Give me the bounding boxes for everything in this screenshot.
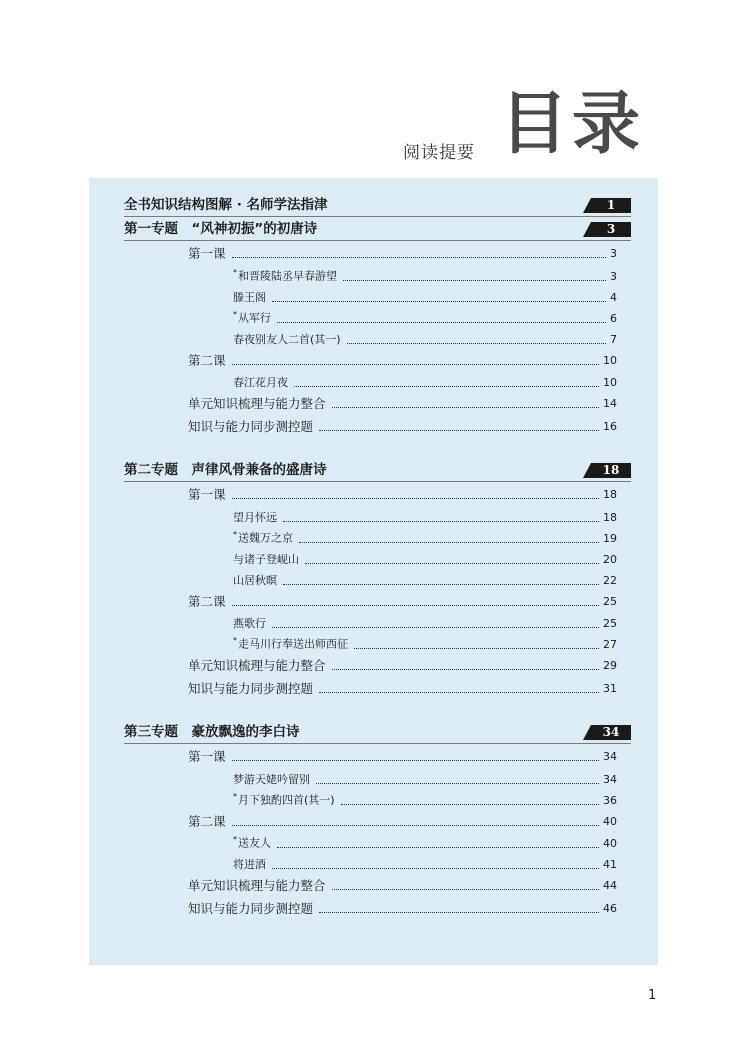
lesson-entry[interactable] bbox=[188, 245, 617, 263]
entry-title bbox=[188, 245, 226, 263]
entry-title bbox=[188, 593, 226, 611]
entry-title bbox=[233, 289, 266, 307]
entry-label: 送魏万之京 bbox=[238, 531, 293, 545]
entry-title bbox=[188, 418, 313, 436]
entry-label: 月下独酌四首(其一) bbox=[238, 793, 335, 807]
page-number: 3 bbox=[610, 247, 617, 260]
section-heading[interactable] bbox=[124, 461, 617, 479]
page-number: 22 bbox=[603, 573, 617, 587]
entry-title bbox=[124, 461, 327, 479]
dot-leader bbox=[272, 627, 599, 628]
page-number: 10 bbox=[603, 376, 617, 389]
dot-leader bbox=[316, 783, 599, 784]
entry-title bbox=[233, 856, 266, 874]
poem-entry[interactable] bbox=[233, 636, 617, 654]
required-mark: * bbox=[233, 309, 237, 319]
page-number: 34 bbox=[603, 772, 617, 786]
lesson-entry[interactable] bbox=[188, 352, 617, 370]
entry-title bbox=[233, 374, 288, 392]
poem-entry[interactable] bbox=[233, 310, 617, 328]
entry-title bbox=[188, 900, 313, 918]
entry-title bbox=[188, 877, 326, 895]
entry-title bbox=[188, 352, 226, 370]
page-badge: 34 bbox=[591, 725, 631, 740]
dot-leader bbox=[232, 825, 599, 826]
page-number: 18 bbox=[603, 488, 617, 501]
entry-title bbox=[124, 723, 300, 741]
page-number: 4 bbox=[610, 290, 617, 304]
page-badge: 1 bbox=[591, 198, 631, 213]
entry-title bbox=[233, 771, 310, 789]
lesson-entry[interactable] bbox=[188, 813, 617, 831]
entry-title bbox=[233, 264, 337, 286]
entry-label: 第二课 bbox=[188, 352, 226, 368]
dot-leader bbox=[354, 648, 599, 649]
entry-label: 第一课 bbox=[188, 749, 226, 764]
section-heading[interactable] bbox=[124, 220, 617, 238]
entry-title bbox=[233, 509, 277, 527]
page-number: 16 bbox=[603, 419, 617, 433]
page-number: 25 bbox=[603, 594, 617, 608]
page-number: 25 bbox=[603, 617, 617, 630]
entry-title bbox=[188, 486, 226, 504]
page-badge: 3 bbox=[591, 222, 631, 237]
lesson-entry[interactable] bbox=[188, 900, 617, 918]
entry-title bbox=[233, 551, 299, 569]
entry-label: 知识与能力同步测控题 bbox=[188, 900, 314, 916]
lesson-entry[interactable] bbox=[188, 680, 617, 698]
page-number: 40 bbox=[603, 814, 617, 828]
poem-entry[interactable] bbox=[233, 374, 617, 392]
entry-title bbox=[233, 306, 271, 328]
entry-title bbox=[188, 813, 226, 831]
entry-label: 单元知识梳理与能力整合 bbox=[188, 658, 326, 673]
entry-label: 知识与能力同步测控题 bbox=[188, 418, 314, 434]
dot-leader bbox=[294, 386, 599, 387]
header bbox=[0, 85, 747, 168]
entry-label: 第二专题 声律风骨兼备的盛唐诗 bbox=[124, 462, 327, 478]
entry-title bbox=[233, 632, 348, 654]
entry-label: 第一专题 “风神初振”的初唐诗 bbox=[124, 221, 318, 237]
poem-entry[interactable] bbox=[233, 289, 617, 307]
entry-label: 第一课 bbox=[188, 246, 226, 261]
page-number: 29 bbox=[603, 659, 617, 672]
poem-entry[interactable] bbox=[233, 551, 617, 569]
entry-label: 山居秋暝 bbox=[233, 573, 277, 587]
dot-leader bbox=[319, 692, 599, 693]
section-divider bbox=[124, 216, 631, 217]
entry-title bbox=[124, 196, 328, 214]
dot-leader bbox=[347, 343, 606, 344]
dot-leader bbox=[305, 563, 599, 564]
page-number: 46 bbox=[603, 901, 617, 915]
lesson-entry[interactable] bbox=[188, 593, 617, 611]
poem-entry[interactable] bbox=[233, 615, 617, 633]
toc-intro-row[interactable] bbox=[124, 196, 617, 214]
entry-label: 第二课 bbox=[188, 593, 226, 609]
page-number: 1 bbox=[648, 988, 657, 1003]
entry-label: 燕歌行 bbox=[233, 617, 266, 630]
poem-entry[interactable] bbox=[233, 530, 617, 548]
poem-entry[interactable] bbox=[233, 856, 617, 874]
entry-title bbox=[233, 615, 266, 633]
dot-leader bbox=[283, 584, 599, 585]
entry-label: 知识与能力同步测控题 bbox=[188, 680, 314, 696]
dot-leader bbox=[277, 847, 599, 848]
page-number: 44 bbox=[603, 879, 617, 892]
poem-entry[interactable] bbox=[233, 572, 617, 590]
dot-leader bbox=[341, 804, 599, 805]
page-number: 3 bbox=[610, 269, 617, 283]
dot-leader bbox=[272, 868, 599, 869]
page-number: 18 bbox=[603, 510, 617, 524]
page-badge: 18 bbox=[591, 463, 631, 478]
lesson-entry[interactable] bbox=[188, 395, 617, 413]
entry-title bbox=[188, 748, 226, 766]
entry-title bbox=[233, 788, 335, 810]
section-divider bbox=[124, 481, 631, 482]
poem-entry[interactable] bbox=[233, 268, 617, 286]
required-mark: * bbox=[233, 791, 237, 801]
entry-title bbox=[233, 526, 293, 548]
page-number: 14 bbox=[603, 397, 617, 410]
entry-title bbox=[188, 657, 326, 675]
dot-leader bbox=[319, 912, 599, 913]
required-mark: * bbox=[233, 529, 237, 539]
poem-entry[interactable] bbox=[233, 331, 617, 349]
entry-label: 和晋陵陆丞早春游望 bbox=[238, 269, 337, 283]
dot-leader bbox=[272, 301, 606, 302]
page-number: 10 bbox=[603, 353, 617, 367]
required-mark: * bbox=[233, 636, 237, 646]
page-number: 31 bbox=[603, 681, 617, 695]
entry-label: 将进酒 bbox=[233, 858, 266, 871]
page-number: 20 bbox=[603, 552, 617, 566]
entry-title bbox=[233, 831, 271, 853]
poem-entry[interactable] bbox=[233, 792, 617, 810]
poem-entry[interactable] bbox=[233, 835, 617, 853]
entry-label: 送友人 bbox=[238, 837, 271, 850]
entry-label: 滕王阁 bbox=[233, 290, 266, 304]
page-number: 41 bbox=[603, 858, 617, 871]
entry-label: 全书知识结构图解 · 名师学法指津 bbox=[124, 197, 328, 213]
entry-title bbox=[233, 331, 341, 349]
entry-label: 梦游天姥吟留别 bbox=[233, 772, 310, 786]
entry-label: 春江花月夜 bbox=[233, 376, 288, 389]
dot-leader bbox=[232, 760, 599, 761]
entry-label: 与诸子登岘山 bbox=[233, 552, 299, 566]
lesson-entry[interactable] bbox=[188, 657, 617, 675]
entry-label: 第一课 bbox=[188, 487, 226, 502]
entry-label: 春夜别友人二首(其一) bbox=[233, 332, 341, 346]
dot-leader bbox=[277, 322, 606, 323]
dot-leader bbox=[332, 889, 599, 890]
dot-leader bbox=[232, 257, 606, 258]
toc-title: 目录 bbox=[500, 85, 645, 164]
dot-leader bbox=[232, 498, 599, 499]
dot-leader bbox=[299, 542, 599, 543]
poem-entry[interactable] bbox=[233, 509, 617, 527]
entry-label: 从军行 bbox=[238, 311, 271, 325]
page-number: 36 bbox=[603, 793, 617, 807]
dot-leader bbox=[319, 430, 599, 431]
entry-label: 单元知识梳理与能力整合 bbox=[188, 396, 326, 411]
section-divider bbox=[124, 240, 631, 241]
entry-title bbox=[188, 395, 326, 413]
required-mark: * bbox=[233, 835, 237, 845]
dot-leader bbox=[232, 364, 599, 365]
poem-entry[interactable] bbox=[233, 771, 617, 789]
entry-label: 第二课 bbox=[188, 813, 226, 829]
entry-title bbox=[233, 572, 277, 590]
entry-label: 第三专题 豪放飘逸的李白诗 bbox=[124, 724, 300, 740]
page-number: 40 bbox=[603, 837, 617, 850]
dot-leader bbox=[332, 669, 599, 670]
entry-label: 单元知识梳理与能力整合 bbox=[188, 878, 326, 893]
entry-title bbox=[188, 680, 313, 698]
toc-subtitle: 阅读提要 bbox=[403, 143, 475, 163]
entry-label: 望月怀远 bbox=[233, 510, 277, 524]
lesson-entry[interactable] bbox=[188, 748, 617, 766]
page-number: 19 bbox=[603, 531, 617, 545]
entry-title bbox=[124, 220, 317, 238]
dot-leader bbox=[283, 521, 599, 522]
required-mark: * bbox=[233, 267, 237, 277]
page-number: 34 bbox=[603, 750, 617, 763]
section-divider bbox=[124, 743, 631, 744]
dot-leader bbox=[232, 605, 599, 606]
section-heading[interactable] bbox=[124, 723, 617, 741]
dot-leader bbox=[343, 280, 606, 281]
lesson-entry[interactable] bbox=[188, 877, 617, 895]
page-number: 27 bbox=[603, 638, 617, 651]
lesson-entry[interactable] bbox=[188, 418, 617, 436]
page-number: 6 bbox=[610, 311, 617, 325]
lesson-entry[interactable] bbox=[188, 486, 617, 504]
entry-label: 走马川行奉送出师西征 bbox=[238, 638, 348, 651]
dot-leader bbox=[332, 407, 599, 408]
page-number: 7 bbox=[610, 332, 617, 346]
